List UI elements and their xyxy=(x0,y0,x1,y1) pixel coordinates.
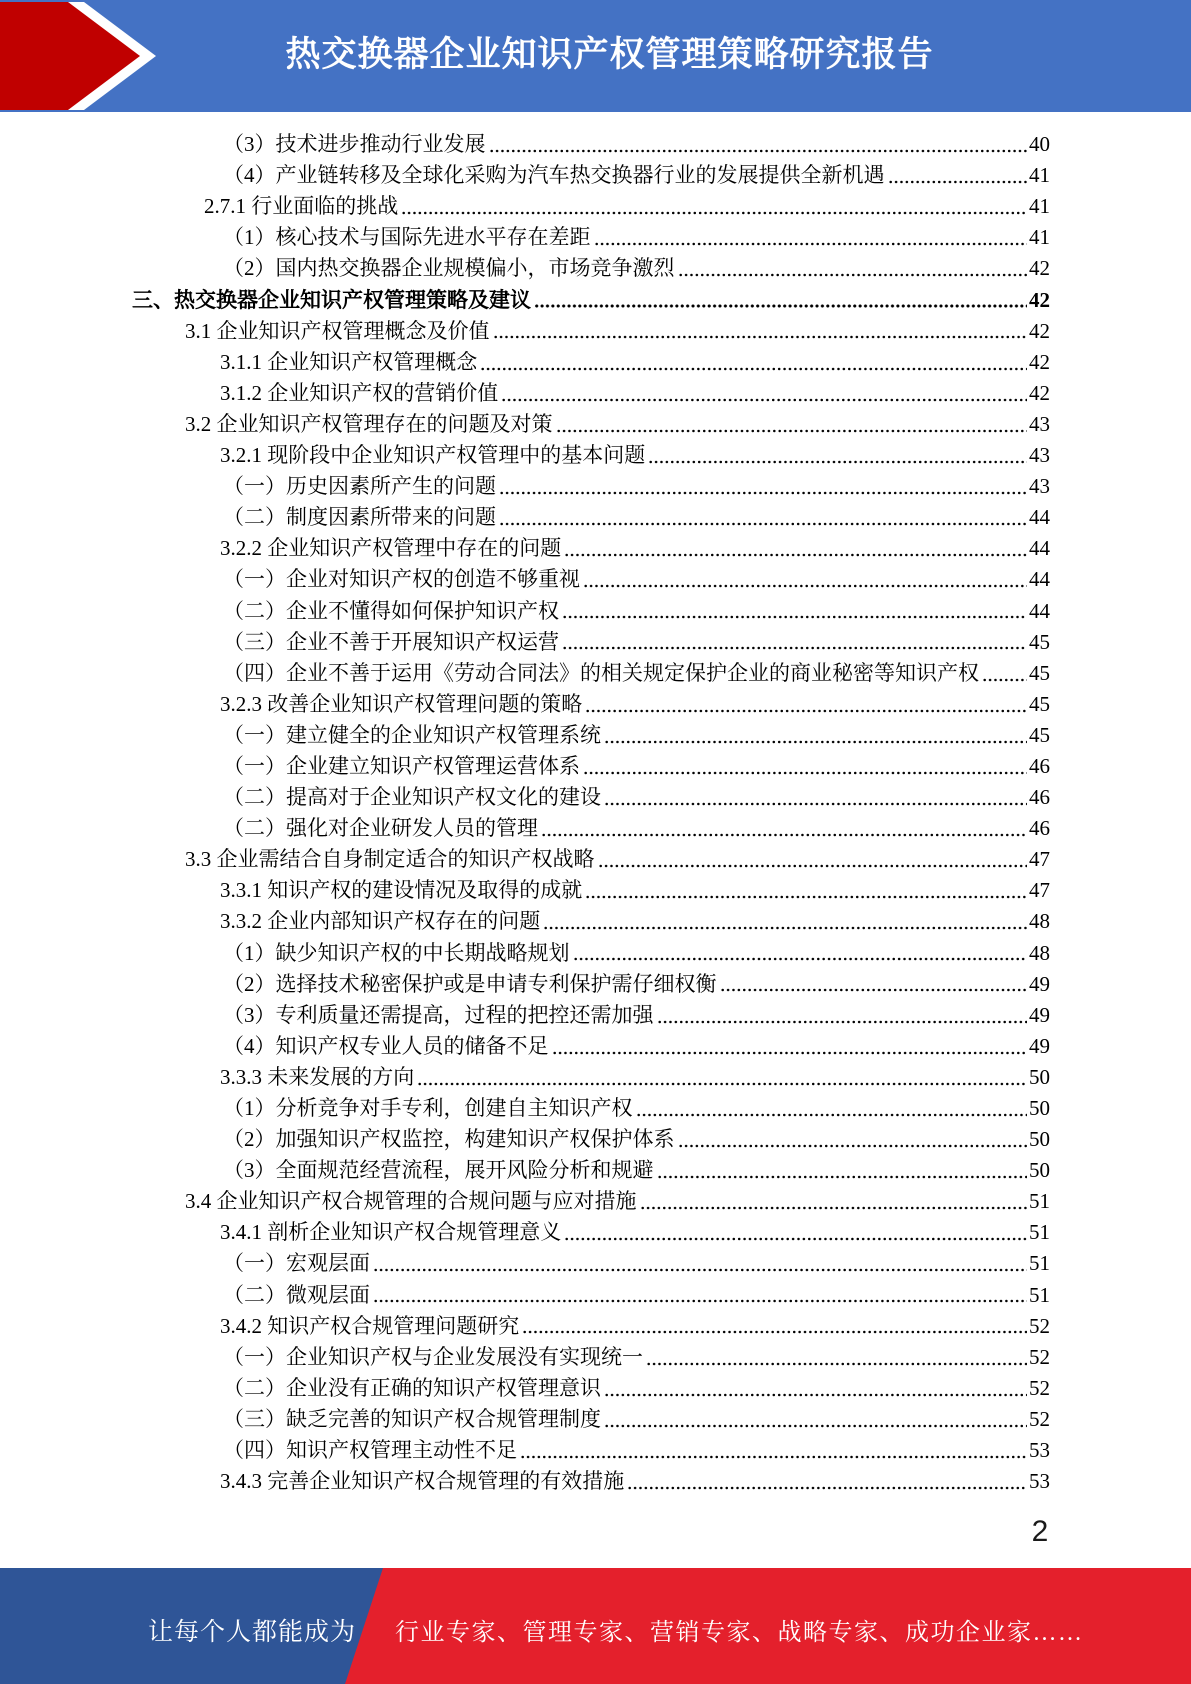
toc-entry-label: 3.3 企业需结合自身制定适合的知识产权战略 xyxy=(185,847,595,872)
toc-dot-leader xyxy=(583,749,1027,780)
toc-entry-label: 3.1.2 企业知识产权的营销价值 xyxy=(220,380,499,405)
toc-entry-label: （四）企业不善于运用《劳动合同法》的相关规定保护企业的商业秘密等知识产权 xyxy=(223,660,979,685)
toc-entry-label: 2.7.1 行业面临的挑战 xyxy=(204,194,399,219)
toc-dot-leader xyxy=(604,1402,1027,1433)
toc-entry-label: （一）企业对知识产权的创造不够重视 xyxy=(223,567,580,592)
toc-dot-leader xyxy=(888,158,1028,189)
toc-entry[interactable] xyxy=(132,438,1050,469)
toc-entry-page: 53 xyxy=(1029,1469,1050,1494)
toc-entry-page: 45 xyxy=(1029,660,1050,685)
toc-entry-label: （一）建立健全的企业知识产权管理系统 xyxy=(223,722,601,747)
toc-entry-page: 49 xyxy=(1029,971,1050,996)
toc-entry[interactable] xyxy=(132,500,1050,531)
toc-entry-page: 46 xyxy=(1029,753,1050,778)
toc-entry[interactable] xyxy=(132,469,1050,500)
toc-entry[interactable] xyxy=(132,562,1050,593)
toc-dot-leader xyxy=(640,1184,1028,1215)
toc-entry-page: 52 xyxy=(1029,1406,1050,1431)
toc-entry-label: （2）国内热交换器企业规模偏小，市场竞争激烈 xyxy=(223,256,675,281)
toc-entry-page: 42 xyxy=(1029,380,1050,405)
table-of-contents xyxy=(132,127,1050,1495)
toc-entry[interactable] xyxy=(132,1122,1050,1153)
toc-entry[interactable] xyxy=(132,314,1050,345)
toc-entry-page: 45 xyxy=(1029,722,1050,747)
toc-entry-page: 42 xyxy=(1029,256,1050,281)
toc-entry[interactable] xyxy=(132,967,1050,998)
toc-entry[interactable] xyxy=(132,189,1050,220)
toc-entry-page: 42 xyxy=(1029,287,1050,312)
toc-dot-leader xyxy=(401,189,1027,220)
toc-dot-leader xyxy=(678,251,1028,282)
toc-entry-label: 3.1.1 企业知识产权管理概念 xyxy=(220,349,478,374)
toc-entry-page: 52 xyxy=(1029,1375,1050,1400)
toc-entry[interactable] xyxy=(132,1309,1050,1340)
page-number: 2 xyxy=(1031,1515,1049,1548)
toc-entry-page: 45 xyxy=(1029,691,1050,716)
toc-entry[interactable] xyxy=(132,1464,1050,1495)
toc-entry-page: 43 xyxy=(1029,443,1050,468)
toc-entry[interactable] xyxy=(132,531,1050,562)
toc-dot-leader xyxy=(499,469,1027,500)
toc-entry[interactable] xyxy=(132,1215,1050,1246)
toc-dot-leader xyxy=(522,1309,1027,1340)
toc-entry-page: 41 xyxy=(1029,225,1050,250)
toc-dot-leader xyxy=(982,656,1027,687)
toc-entry[interactable] xyxy=(132,687,1050,718)
toc-dot-leader xyxy=(648,438,1027,469)
toc-dot-leader xyxy=(598,842,1028,873)
toc-entry-label: （二）企业不懂得如何保护知识产权 xyxy=(223,598,559,623)
toc-entry-label: （3）技术进步推动行业发展 xyxy=(223,132,486,157)
toc-entry-page: 50 xyxy=(1029,1064,1050,1089)
toc-entry-page: 42 xyxy=(1029,318,1050,343)
toc-dot-leader xyxy=(541,811,1027,842)
toc-entry[interactable] xyxy=(132,158,1050,189)
toc-entry-label: （一）企业知识产权与企业发展没有实现统一 xyxy=(223,1344,643,1369)
toc-dot-leader xyxy=(604,780,1027,811)
toc-entry-page: 47 xyxy=(1029,847,1050,872)
toc-entry-page: 43 xyxy=(1029,411,1050,436)
toc-entry[interactable] xyxy=(132,251,1050,282)
toc-dot-leader xyxy=(594,220,1028,251)
toc-dot-leader xyxy=(480,345,1027,376)
toc-entry[interactable] xyxy=(132,842,1050,873)
page-footer xyxy=(0,1568,1191,1684)
toc-entry-label: （1）核心技术与国际先进水平存在差距 xyxy=(223,225,591,250)
toc-entry-label: 3.3.1 知识产权的建设情况及取得的成就 xyxy=(220,878,583,903)
toc-entry-page: 47 xyxy=(1029,878,1050,903)
toc-entry-label: 3.2 企业知识产权管理存在的问题及对策 xyxy=(185,411,553,436)
toc-dot-leader xyxy=(657,1153,1028,1184)
toc-dot-leader xyxy=(562,625,1027,656)
toc-entry[interactable] xyxy=(132,625,1050,656)
toc-entry-label: （二）制度因素所带来的问题 xyxy=(223,505,496,530)
toc-entry[interactable] xyxy=(132,282,1050,313)
toc-entry[interactable] xyxy=(132,1277,1050,1308)
toc-entry-page: 41 xyxy=(1029,194,1050,219)
toc-entry-label: 3.2.1 现阶段中企业知识产权管理中的基本问题 xyxy=(220,443,646,468)
toc-entry-label: 3.2.3 改善企业知识产权管理问题的策略 xyxy=(220,691,583,716)
toc-entry[interactable] xyxy=(132,1091,1050,1122)
footer-slogan-left: 让每个人都能成为 xyxy=(148,1619,357,1646)
toc-entry-page: 50 xyxy=(1029,1127,1050,1152)
toc-entry-page: 48 xyxy=(1029,940,1050,965)
toc-entry-page: 44 xyxy=(1029,598,1050,623)
toc-entry-label: （2）选择技术秘密保护或是申请专利保护需仔细权衡 xyxy=(223,971,717,996)
toc-dot-leader xyxy=(585,873,1027,904)
toc-entry[interactable] xyxy=(132,811,1050,842)
toc-entry[interactable] xyxy=(132,1153,1050,1184)
toc-dot-leader xyxy=(562,593,1027,624)
toc-dot-leader xyxy=(720,967,1028,998)
toc-dot-leader xyxy=(556,407,1028,438)
toc-dot-leader xyxy=(636,1091,1028,1122)
toc-entry-label: 3.3.3 未来发展的方向 xyxy=(220,1064,415,1089)
toc-dot-leader xyxy=(543,904,1027,935)
toc-entry-page: 43 xyxy=(1029,474,1050,499)
toc-entry-page: 44 xyxy=(1029,567,1050,592)
toc-entry-label: （2）加强知识产权监控，构建知识产权保护体系 xyxy=(223,1127,675,1152)
toc-dot-leader xyxy=(627,1464,1027,1495)
toc-entry-label: （4）知识产权专业人员的储备不足 xyxy=(223,1033,549,1058)
toc-entry[interactable] xyxy=(132,345,1050,376)
toc-dot-leader xyxy=(534,282,1027,313)
toc-dot-leader xyxy=(552,1029,1028,1060)
footer-slogan-right: 行业专家、管理专家、营销专家、战略专家、成功企业家…… xyxy=(395,1620,1084,1646)
toc-entry-label: （一）企业建立知识产权管理运营体系 xyxy=(223,753,580,778)
toc-entry-label: （三）企业不善于开展知识产权运营 xyxy=(223,629,559,654)
toc-dot-leader xyxy=(604,1371,1027,1402)
toc-dot-leader xyxy=(604,718,1027,749)
toc-entry-label: 3.4 企业知识产权合规管理的合规问题与应对措施 xyxy=(185,1189,637,1214)
toc-entry-label: 三、热交换器企业知识产权管理策略及建议 xyxy=(132,287,531,312)
toc-dot-leader xyxy=(417,1060,1027,1091)
toc-entry-page: 46 xyxy=(1029,816,1050,841)
toc-dot-leader xyxy=(585,687,1027,718)
toc-entry-label: （3）全面规范经营流程，展开风险分析和规避 xyxy=(223,1158,654,1183)
toc-dot-leader xyxy=(573,935,1028,966)
toc-entry-page: 44 xyxy=(1029,536,1050,561)
toc-dot-leader xyxy=(373,1246,1027,1277)
toc-dot-leader xyxy=(493,314,1028,345)
toc-dot-leader xyxy=(646,1340,1027,1371)
toc-entry[interactable] xyxy=(132,593,1050,624)
toc-entry-label: （4）产业链转移及全球化采购为汽车热交换器行业的发展提供全新机遇 xyxy=(223,163,885,188)
toc-entry-label: （一）宏观层面 xyxy=(223,1251,370,1276)
toc-entry-page: 42 xyxy=(1029,349,1050,374)
toc-dot-leader xyxy=(520,1433,1027,1464)
toc-entry[interactable] xyxy=(132,407,1050,438)
toc-entry-label: 3.1 企业知识产权管理概念及价值 xyxy=(185,318,490,343)
toc-entry[interactable] xyxy=(132,935,1050,966)
toc-entry[interactable] xyxy=(132,873,1050,904)
toc-entry[interactable] xyxy=(132,1246,1050,1277)
toc-entry[interactable] xyxy=(132,1060,1050,1091)
toc-entry-label: 3.4.3 完善企业知识产权合规管理的有效措施 xyxy=(220,1469,625,1494)
toc-entry[interactable] xyxy=(132,1433,1050,1464)
toc-entry-page: 45 xyxy=(1029,629,1050,654)
toc-entry[interactable] xyxy=(132,1184,1050,1215)
toc-entry-page: 50 xyxy=(1029,1158,1050,1183)
toc-dot-leader xyxy=(564,1215,1027,1246)
toc-dot-leader xyxy=(564,531,1027,562)
toc-entry[interactable] xyxy=(132,1371,1050,1402)
toc-entry-page: 49 xyxy=(1029,1033,1050,1058)
toc-entry-page: 51 xyxy=(1029,1251,1050,1276)
toc-entry-label: （二）企业没有正确的知识产权管理意识 xyxy=(223,1375,601,1400)
toc-entry-page: 49 xyxy=(1029,1002,1050,1027)
toc-entry-page: 51 xyxy=(1029,1189,1050,1214)
toc-entry-page: 51 xyxy=(1029,1220,1050,1245)
toc-entry-label: （二）强化对企业研发人员的管理 xyxy=(223,816,538,841)
toc-entry[interactable] xyxy=(132,780,1050,811)
toc-entry[interactable] xyxy=(132,656,1050,687)
toc-entry-label: （四）知识产权管理主动性不足 xyxy=(223,1438,517,1463)
toc-entry[interactable] xyxy=(132,127,1050,158)
toc-entry-page: 44 xyxy=(1029,505,1050,530)
toc-dot-leader xyxy=(657,998,1028,1029)
toc-dot-leader xyxy=(489,127,1028,158)
toc-entry-label: （二）提高对于企业知识产权文化的建设 xyxy=(223,785,601,810)
toc-entry-page: 51 xyxy=(1029,1282,1050,1307)
toc-entry-page: 48 xyxy=(1029,909,1050,934)
toc-dot-leader xyxy=(678,1122,1028,1153)
toc-entry-label: 3.4.1 剖析企业知识产权合规管理意义 xyxy=(220,1220,562,1245)
toc-entry-page: 40 xyxy=(1029,132,1050,157)
toc-entry-label: （二）微观层面 xyxy=(223,1282,370,1307)
toc-entry-page: 41 xyxy=(1029,163,1050,188)
report-title: 热交换器企业知识产权管理策略研究报告 xyxy=(285,35,934,74)
toc-entry[interactable] xyxy=(132,1340,1050,1371)
toc-entry[interactable] xyxy=(132,376,1050,407)
toc-entry[interactable] xyxy=(132,718,1050,749)
toc-dot-leader xyxy=(583,562,1027,593)
toc-dot-leader xyxy=(501,376,1027,407)
toc-entry-label: （1）分析竞争对手专利，创建自主知识产权 xyxy=(223,1096,633,1120)
toc-entry-label: （1）缺少知识产权的中长期战略规划 xyxy=(223,940,570,965)
toc-entry-label: 3.2.2 企业知识产权管理中存在的问题 xyxy=(220,536,562,561)
toc-entry[interactable] xyxy=(132,1402,1050,1433)
toc-entry[interactable] xyxy=(132,904,1050,935)
toc-entry-page: 52 xyxy=(1029,1313,1050,1338)
toc-entry-label: 3.3.2 企业内部知识产权存在的问题 xyxy=(220,909,541,934)
toc-entry-page: 46 xyxy=(1029,785,1050,810)
toc-entry[interactable] xyxy=(132,998,1050,1029)
toc-entry-page: 52 xyxy=(1029,1344,1050,1369)
page-header xyxy=(0,0,1191,112)
toc-entry-page: 53 xyxy=(1029,1438,1050,1463)
toc-entry-label: 3.4.2 知识产权合规管理问题研究 xyxy=(220,1313,520,1338)
toc-entry[interactable] xyxy=(132,220,1050,251)
toc-entry[interactable] xyxy=(132,1029,1050,1060)
toc-entry-label: （一）历史因素所产生的问题 xyxy=(223,474,496,499)
toc-entry-page: 50 xyxy=(1029,1096,1050,1120)
toc-entry[interactable] xyxy=(132,749,1050,780)
toc-entry-label: （三）缺乏完善的知识产权合规管理制度 xyxy=(223,1406,601,1431)
toc-dot-leader xyxy=(373,1277,1027,1308)
toc-entry-label: （3）专利质量还需提高，过程的把控还需加强 xyxy=(223,1002,654,1027)
toc-dot-leader xyxy=(499,500,1027,531)
